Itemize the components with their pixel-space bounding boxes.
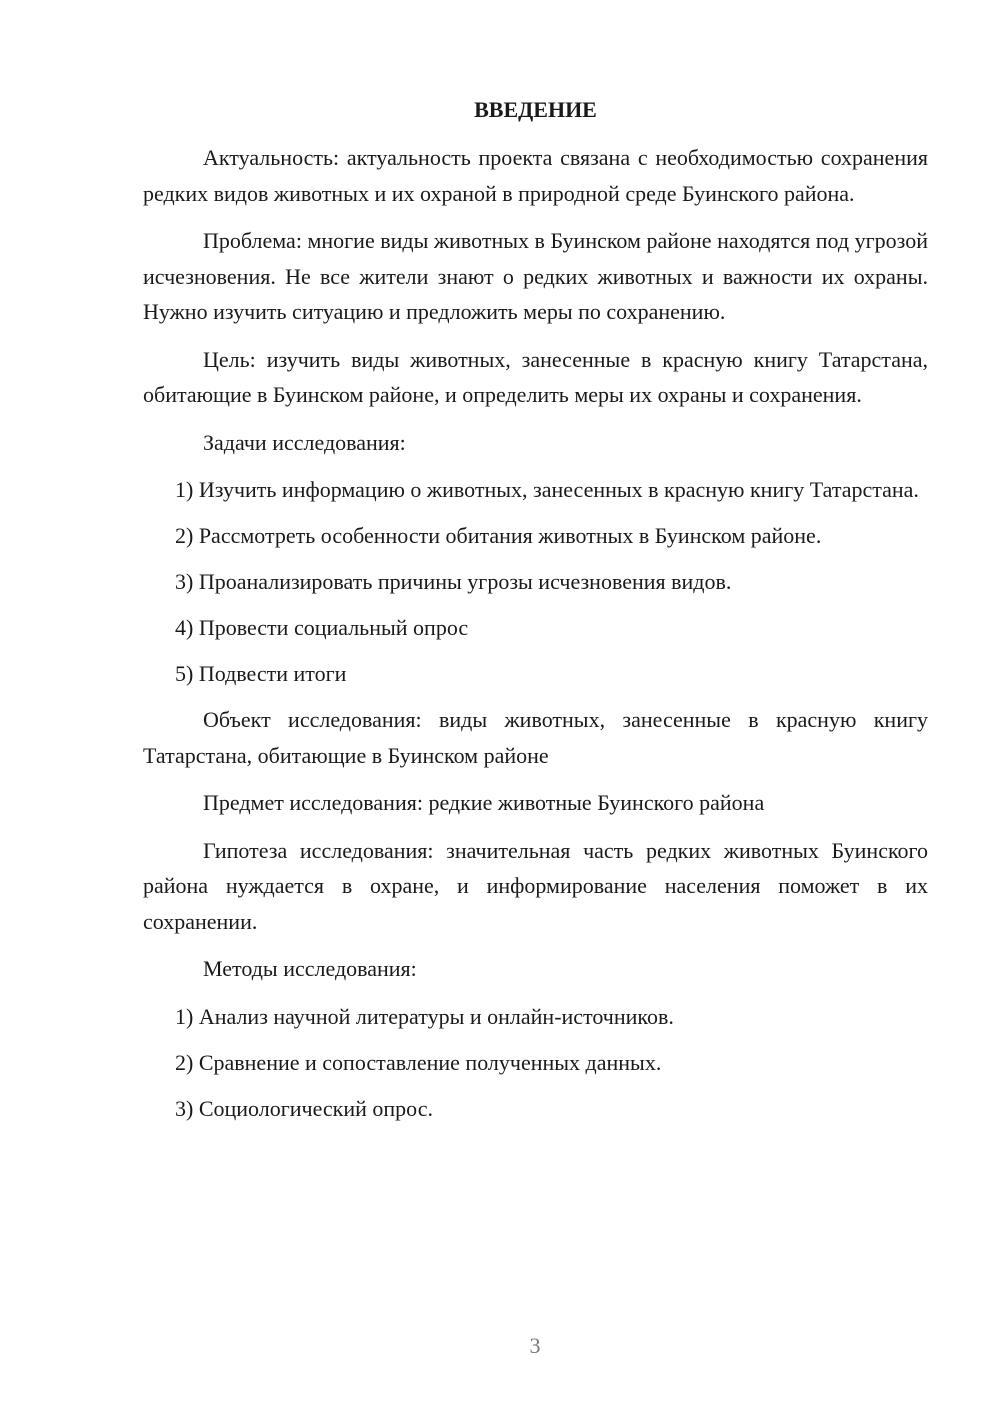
task-item-1: 1) Изучить информацию о животных, занесенных в красную книгу Татарстана. xyxy=(175,477,919,502)
hypothesis-paragraph: Гипотеза исследования: значительная часть редких животных Буинского района нуждается в охране, и информирование населения поможет в их сохранении. xyxy=(143,837,928,934)
page-number: 3 xyxy=(529,1333,541,1358)
task-item-4: 4) Провести социальный опрос xyxy=(175,615,469,640)
method-item-2: 2) Сравнение и сопоставление полученных данных. xyxy=(175,1049,662,1075)
method-item-1: 1) Анализ научной литературы и онлайн-источников. xyxy=(175,1003,674,1029)
subject-paragraph: Предмет исследования: редкие животные Буинского района xyxy=(203,790,765,815)
method-item-3: 3) Социологический опрос. xyxy=(175,1095,433,1121)
document-page xyxy=(143,94,928,1137)
methods-heading: Методы исследования: xyxy=(203,956,417,981)
relevance-paragraph: Актуальность: актуальность проекта связана с необходимостью сохранения редких видов животных и их охраной в природной среде Буинского района. xyxy=(143,145,928,206)
section-title: ВВЕДЕНИЕ xyxy=(474,97,597,122)
tasks-heading: Задачи исследования: xyxy=(203,429,406,455)
goal-paragraph: Цель: изучить виды животных, занесенные в красную книгу Татарстана, обитающие в Буинском районе, и определить меры их охраны и сохранения. xyxy=(143,346,928,407)
task-item-3: 3) Проанализировать причины угрозы исчезновения видов. xyxy=(175,569,732,594)
task-item-2: 2) Рассмотреть особенности обитания животных в Буинском районе. xyxy=(175,523,822,548)
task-item-5: 5) Подвести итоги xyxy=(175,661,347,686)
problem-paragraph: Проблема: многие виды животных в Буинском районе находятся под угрозой исчезновения. Не все жители знают о редких животных и важности их охраны. Нужно изучить ситуацию и предложить меры по сохранению. xyxy=(143,228,928,324)
object-paragraph: Объект исследования: виды животных, занесенные в красную книгу Татарстана, обитающие в Буинском районе xyxy=(143,707,928,768)
